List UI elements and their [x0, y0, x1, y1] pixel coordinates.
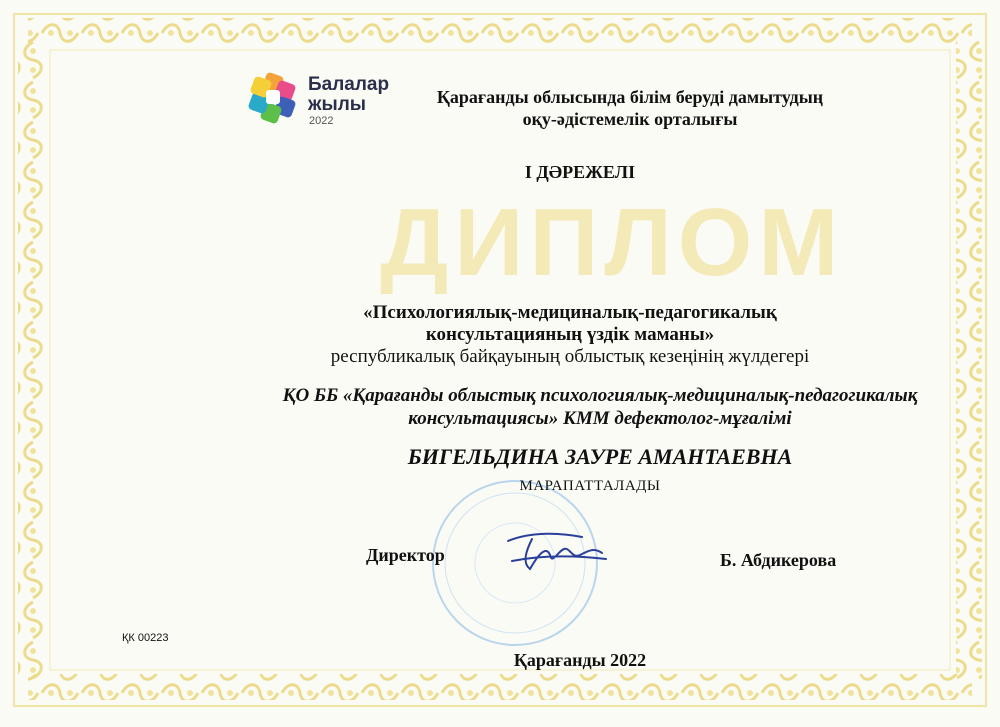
- recipient-name: БИГЕЛЬДИНА ЗАУРЕ АМАНТАЕВНА: [407, 444, 793, 469]
- recipient-org-line1: ҚО ББ «Қарағанды облыстық психологиялық-медициналық-педагогикалық: [282, 385, 918, 406]
- balalar-logo: [246, 70, 416, 130]
- director-title: Директор: [366, 545, 445, 565]
- awarded-label: МАРАПАТТАЛАДЫ: [519, 478, 661, 494]
- recipient-org: [230, 384, 970, 430]
- contest-title-line1: «Психологиялық-медициналық-педагогикалық: [363, 302, 777, 323]
- contest-title-line2: консультацияның үздік маманы»: [425, 324, 715, 345]
- recipient-org-line2: консультациясы» КММ дефектолог-мұғалімі: [408, 408, 792, 429]
- logo-line2: жылы: [308, 94, 366, 115]
- flower-logo-icon: [246, 70, 300, 124]
- logo-year: 2022: [309, 115, 334, 127]
- header-org-line1: Қарағанды облысында білім беруді дамытудың: [436, 87, 824, 107]
- director-name: Б. Абдикерова: [720, 550, 837, 570]
- diploma-watermark: ДИПЛОМ: [380, 189, 845, 296]
- degree-label: І ДӘРЕЖЕЛІ: [524, 162, 636, 182]
- footer-city-year: Қарағанды 2022: [513, 650, 647, 670]
- contest-subtitle: республикалық байқауының облыстық кезеңінің жүлдегері: [330, 346, 810, 367]
- logo-line1: Балалар: [308, 74, 390, 95]
- header-org-line2: оқу-әдістемелік орталығы: [522, 109, 738, 129]
- header-org: [400, 86, 860, 130]
- handwritten-signature: [502, 525, 612, 575]
- serial-number: ҚК 00223: [122, 632, 169, 644]
- contest-block: [270, 302, 870, 368]
